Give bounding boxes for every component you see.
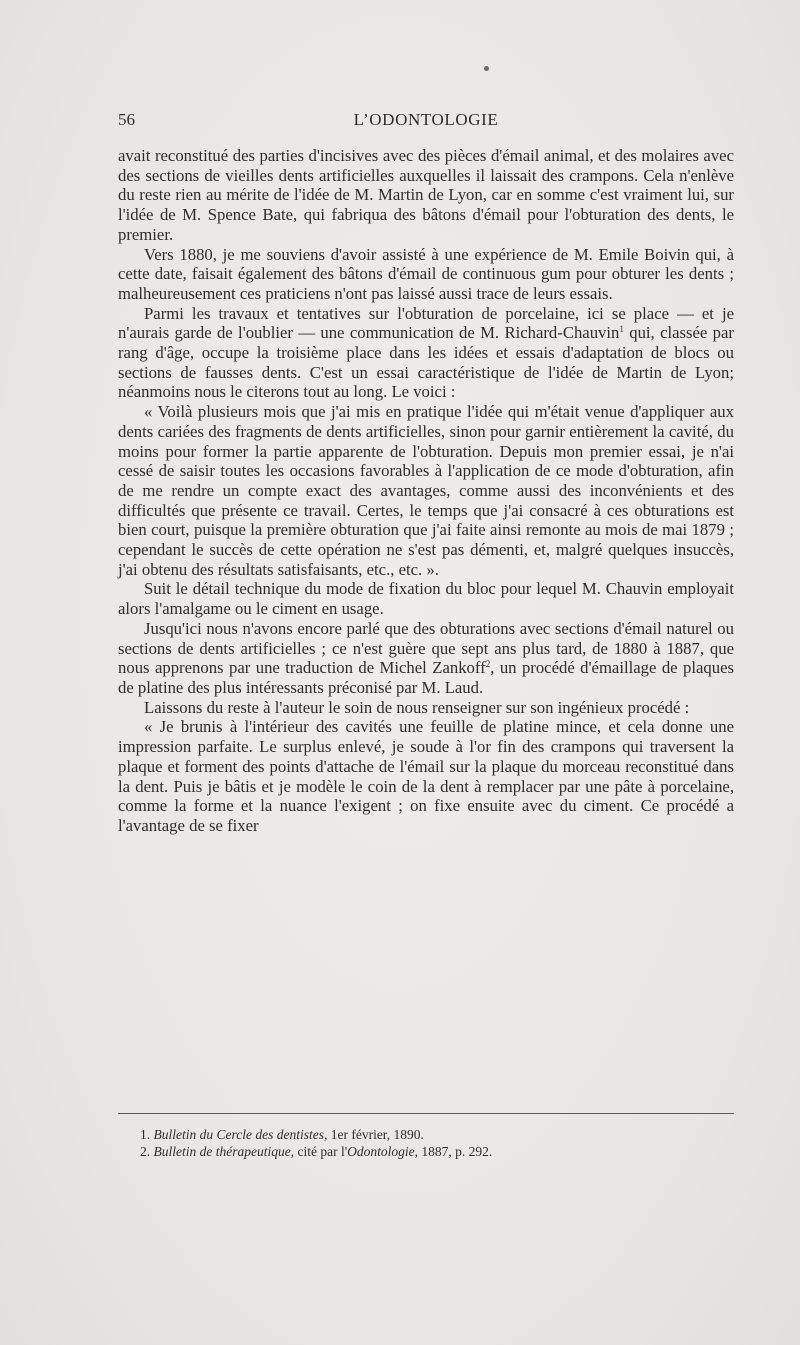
- footnote-detail: , 1887, p. 292.: [414, 1144, 493, 1159]
- page-number: 56: [118, 110, 135, 129]
- paragraph: Vers 1880, je me souviens d'avoir assisté à une expérience de M. Emile Boivin qui, à cette date, faisait également des bâtons d'émail de continuous gum pour obturer les dents ; malheureusement ces praticiens n'ont pas laissé aussi trace de leurs essais.: [118, 244, 734, 303]
- paragraph: Suit le détail technique du mode de fixation du bloc pour lequel M. Chauvin employait alors l'amalgame ou le ciment en usage.: [118, 579, 734, 619]
- footnote-source: Bulletin de thérapeutique: [153, 1144, 291, 1159]
- running-title: L’ODONTOLOGIE: [353, 110, 499, 129]
- footnotes: [118, 1126, 734, 1160]
- footnote-journal: Odontologie: [347, 1144, 415, 1159]
- paragraph: avait reconstitué des parties d'incisives avec des pièces d'émail animal, et des molaires avec des sections de vieilles dents artificielles auxquelles il laissait des crampons. Cela n'enlève du reste rien au mérite de l'idée de M. Martin de Lyon, car en somme c'est vraiment lui, sur l'idée de M. Spence Bate, qui fabriqua des bâtons d'émail pour l'obturation des dents, le premier.: [118, 146, 734, 244]
- footnote-number: 2.: [140, 1144, 151, 1159]
- printer-mark: [484, 66, 489, 71]
- footnote-number: 1.: [140, 1127, 151, 1142]
- paragraph: « Je brunis à l'intérieur des cavités une feuille de platine mince, et cela donne une impression parfaite. Le surplus enlevé, je soude à l'or fin des crampons qui traversent la plaque et forment des points d'attache de l'émail sur la plaque du morceau reconstitué dans la dent. Puis je bâtis et je modèle le coin de la dent à remplacer par une pâte à porcelaine, comme la forme et la nuance l'exigent ; on fixe ensuite avec du ciment. Ce procédé a l'avantage de se fixer: [118, 717, 734, 835]
- footnote-detail: , 1er février, 1890.: [323, 1127, 424, 1142]
- paragraph-text: qui, classée par rang d'âge, occupe la troisième place dans les idées et essais d'adaptation de blocs ou sections de fausses dents. C'est un essai caractéristique de l'idée de Martin de Lyon; néanmoins nous le citerons tout au long. Le voici :: [118, 323, 734, 402]
- paragraph: Laissons du reste à l'auteur le soin de nous renseigner sur son ingénieux procédé :: [144, 697, 690, 717]
- footnote-detail: , cité par l': [290, 1144, 348, 1159]
- footnote: [118, 1143, 734, 1160]
- body-text: [118, 146, 734, 836]
- paragraph-text: , un procédé d'émaillage de plaques de platine des plus intéressants préconisé par M. Laud.: [118, 658, 734, 697]
- footnote-rule: [118, 1113, 734, 1114]
- page-header: [118, 110, 734, 134]
- footnote: [118, 1126, 734, 1143]
- paragraph: [118, 619, 734, 698]
- footnote-ref: 1: [619, 324, 624, 335]
- paragraph-text: Parmi les travaux et tentatives sur l'obturation de porcelaine, ici se place — et je n'aurais garde de l'oublier — une communication de M. Richard-Chauvin: [118, 303, 734, 343]
- paragraph-text: Jusqu'ici nous n'avons encore parlé que des obturations avec sections d'émail naturel ou sections de dents artificielles ; ce n'est guère que sept ans plus tard, de 1880 à 1887, que nous apprenons par une traduction de Michel Zankoff: [118, 618, 734, 678]
- paragraph: « Voilà plusieurs mois que j'ai mis en pratique l'idée qui m'était venue d'appliquer aux dents cariées des fragments de dents artificielles, sinon pour garnir entièrement la cavité, du moins pour former la partie apparente de l'obturation. Depuis mon premier essai, je n'ai cessé de saisir toutes les occasions favorables à l'application de ce mode d'obturation, afin de me rendre un compte exact des avantages, comme aussi des inconvénients et des difficultés que présente ce travail. Certes, le temps que j'ai consacré à ces obturations est bien court, puisque la première obturation que j'ai faite ainsi remonte au mois de mai 1879 ; cependant le succès de cette opération ne s'est pas démenti, et, malgré quelques insuccès, j'ai obtenu des résultats satisfaisants, etc., etc. ».: [118, 402, 734, 579]
- footnote-ref: 2: [485, 659, 491, 670]
- footnote-source: Bulletin du Cercle des dentistes: [153, 1127, 324, 1142]
- paragraph: [118, 304, 734, 403]
